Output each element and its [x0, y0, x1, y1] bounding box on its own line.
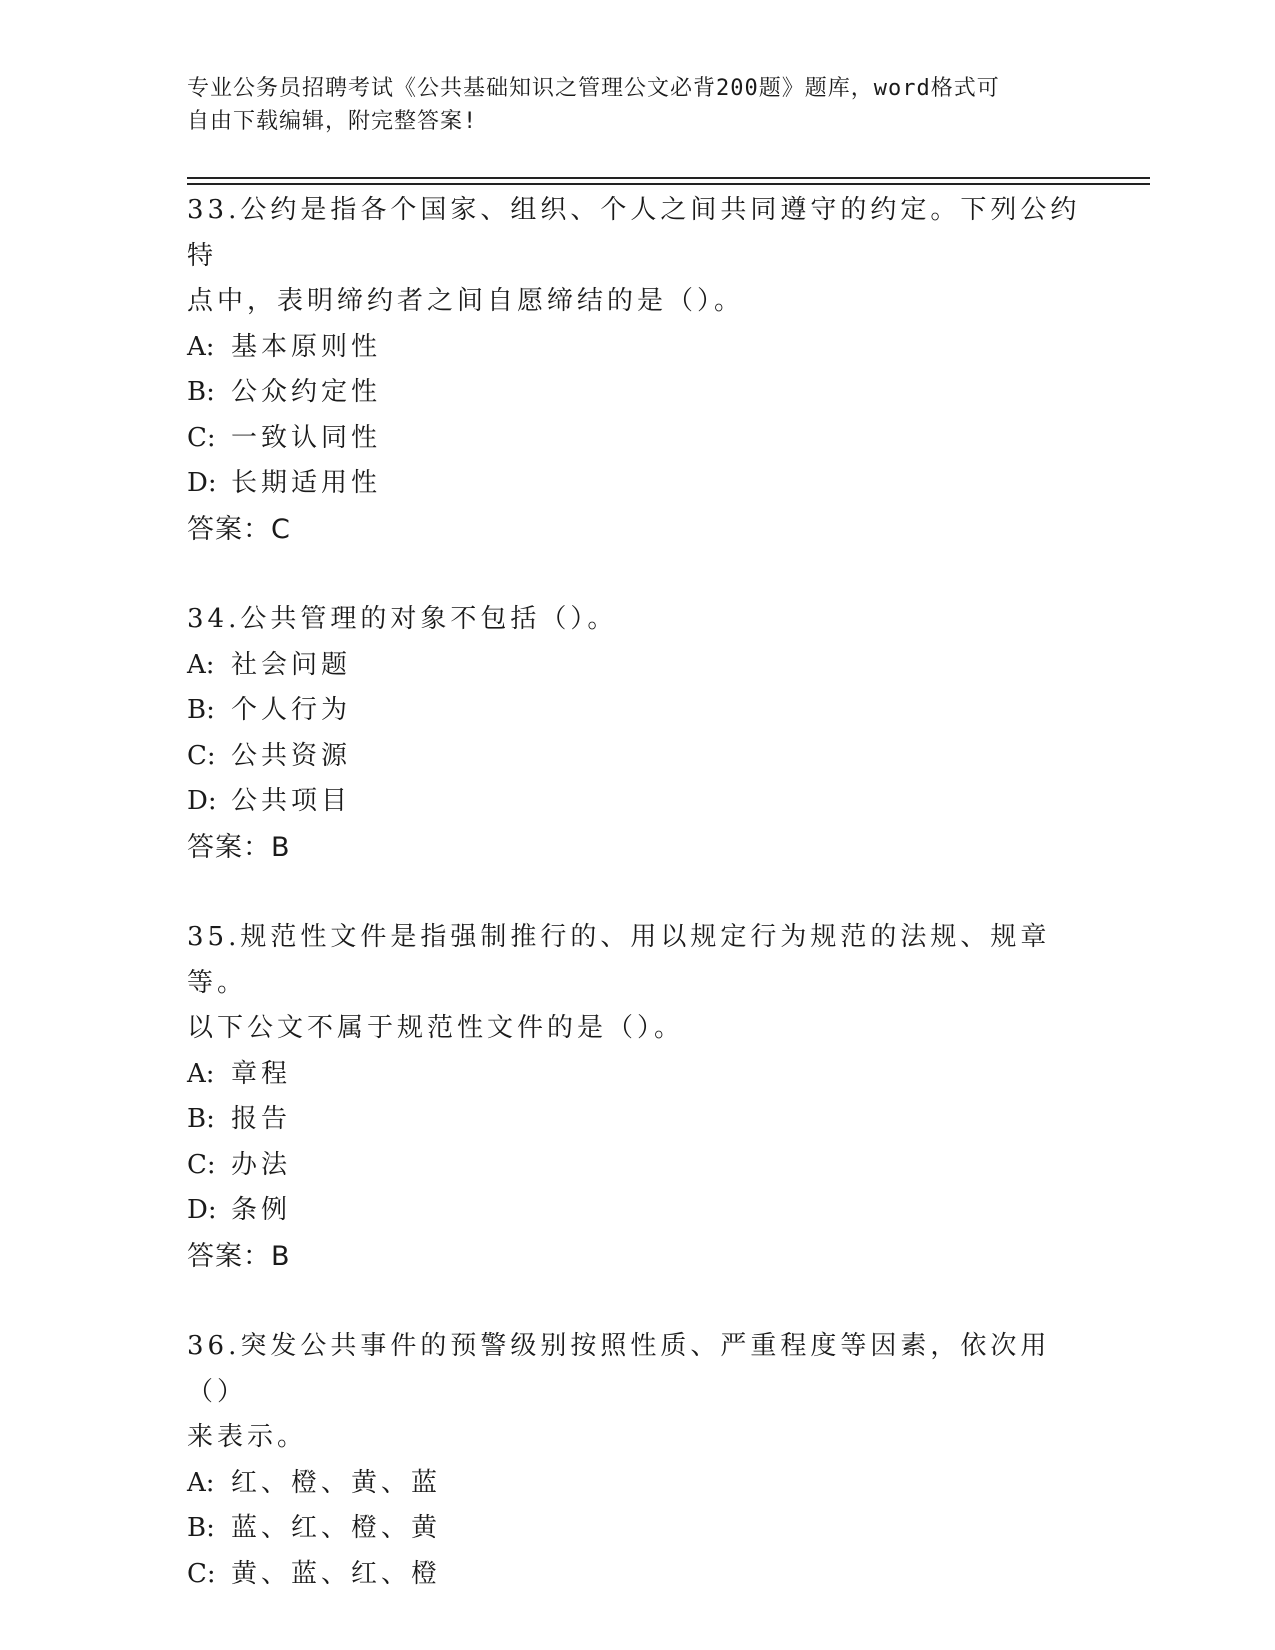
- option-b: [187, 1506, 1087, 1552]
- option-a: [187, 1461, 1087, 1507]
- option-text: 个人行为: [231, 695, 352, 725]
- option-text: 红、橙、黄、蓝: [231, 1467, 442, 1498]
- answer-line: 答案：B: [187, 831, 291, 863]
- option-d: [187, 779, 1087, 825]
- stem-line: 34.公共管理的对象不包括（）。: [187, 604, 618, 634]
- option-text: 长期适用性: [231, 468, 382, 498]
- option-letter: A:: [187, 331, 215, 362]
- option-d: [187, 1188, 1087, 1234]
- option-text: 社会问题: [231, 649, 352, 680]
- option-a: [187, 325, 1087, 371]
- question-stem: [187, 597, 1087, 643]
- option-c: [187, 416, 1087, 462]
- option-text: 一致认同性: [231, 422, 382, 453]
- option-text: 办法: [231, 1149, 292, 1180]
- stem-line: 35.规范性文件是指强制推行的、用以规定行为规范的法规、规章等。: [187, 922, 1051, 998]
- option-text: 公共项目: [231, 786, 352, 816]
- option-letter: C:: [187, 1149, 216, 1180]
- option-letter: A:: [187, 1467, 215, 1498]
- stem-line: 36.突发公共事件的预警级别按照性质、严重程度等因素，依次用（）: [187, 1331, 1051, 1407]
- option-b: [187, 1097, 1087, 1143]
- document-header: [187, 72, 1077, 138]
- question-stem: [187, 188, 1087, 325]
- header-line-2: 自由下载编辑，附完整答案!: [187, 109, 478, 134]
- stem-line: 以下公文不属于规范性文件的是（）。: [187, 1013, 685, 1043]
- question-36: [187, 1324, 1087, 1597]
- option-letter: B:: [187, 1513, 215, 1543]
- option-letter: D:: [187, 1195, 217, 1225]
- option-b: [187, 370, 1087, 416]
- option-letter: C:: [187, 422, 216, 453]
- option-c: [187, 734, 1087, 780]
- question-list: [187, 188, 1087, 1597]
- option-text: 黄、蓝、红、橙: [231, 1558, 442, 1589]
- stem-line: 点中，表明缔约者之间自愿缔结的是（）。: [187, 286, 745, 316]
- option-letter: C:: [187, 1558, 216, 1589]
- question-33: [187, 188, 1087, 552]
- answer-line: 答案：C: [187, 513, 291, 545]
- option-letter: B:: [187, 1104, 215, 1134]
- option-d: [187, 461, 1087, 507]
- option-b: [187, 688, 1087, 734]
- option-a: [187, 643, 1087, 689]
- option-letter: D:: [187, 786, 217, 816]
- question-35: [187, 915, 1087, 1279]
- option-letter: B:: [187, 695, 215, 725]
- header-line-1: 专业公务员招聘考试《公共基础知识之管理公文必背200题》题库，word格式可: [187, 76, 1000, 101]
- option-text: 报告: [231, 1104, 292, 1134]
- option-text: 蓝、红、橙、黄: [231, 1513, 442, 1543]
- option-letter: C:: [187, 740, 216, 771]
- option-letter: B:: [187, 377, 215, 407]
- option-a: [187, 1052, 1087, 1098]
- option-c: [187, 1143, 1087, 1189]
- option-letter: D:: [187, 468, 217, 498]
- option-letter: A:: [187, 649, 215, 680]
- option-text: 条例: [231, 1195, 292, 1225]
- option-text: 公共资源: [231, 740, 352, 771]
- option-text: 章程: [231, 1058, 292, 1089]
- answer-line: 答案：B: [187, 1240, 291, 1272]
- question-stem: [187, 1324, 1087, 1461]
- option-text: 公众约定性: [231, 377, 382, 407]
- stem-line: 来表示。: [187, 1422, 308, 1452]
- option-letter: A:: [187, 1058, 215, 1089]
- stem-line: 33.公约是指各个国家、组织、个人之间共同遵守的约定。下列公约特: [187, 195, 1081, 271]
- option-text: 基本原则性: [231, 331, 382, 362]
- header-divider-top: [187, 177, 1150, 179]
- question-stem: [187, 915, 1087, 1052]
- header-divider-bottom: [187, 183, 1150, 185]
- option-c: [187, 1552, 1087, 1598]
- question-34: [187, 597, 1087, 870]
